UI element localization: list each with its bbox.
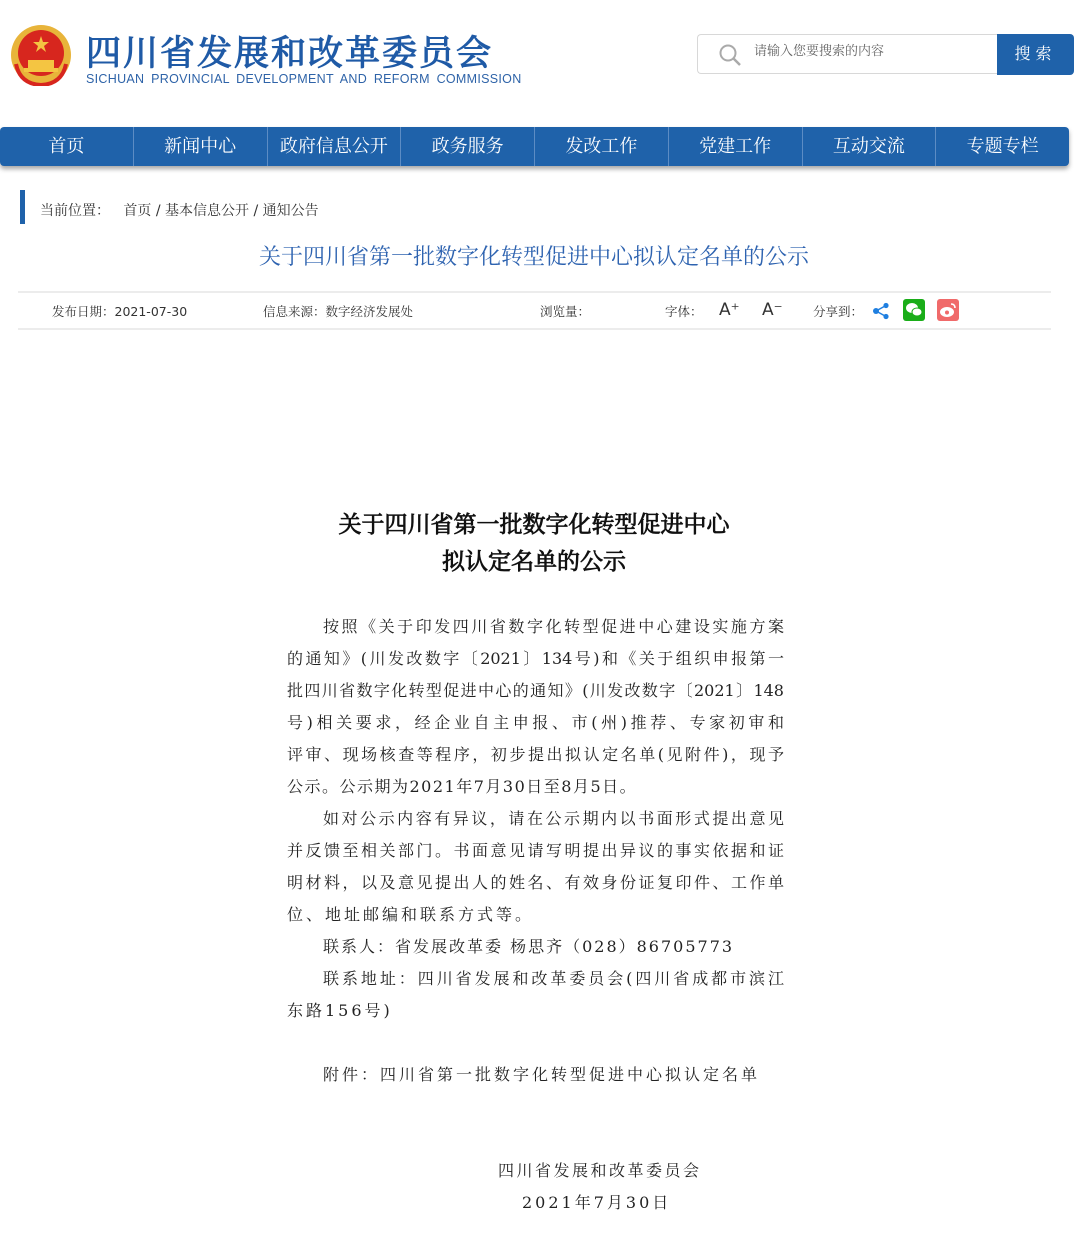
weibo-icon[interactable]: [937, 299, 959, 321]
main-nav: [0, 127, 1069, 166]
font-size-label: 字体：: [665, 304, 703, 319]
national-emblem-logo: [10, 24, 72, 86]
nav-work[interactable]: 发改工作: [535, 127, 669, 166]
breadcrumb: [40, 200, 319, 220]
breadcrumb-home[interactable]: 首页: [123, 203, 152, 219]
body-line: 明材料，以及意见提出人的姓名、有效身份证复印件、工作单: [287, 873, 784, 892]
contact-person: 联系人：省发展改革委 杨思齐（028）86705773: [323, 937, 735, 956]
font-increase-button[interactable]: A⁺: [719, 300, 740, 320]
document-title-line1: 关于四川省第一批数字化转型促进中心: [338, 511, 730, 538]
breadcrumb-label: 当前位置：: [40, 203, 110, 219]
breadcrumb-basic-info[interactable]: 基本信息公开: [164, 203, 249, 219]
page-title: 关于四川省第一批数字化转型促进中心拟认定名单的公示: [258, 245, 809, 270]
breadcrumb-sep: /: [155, 203, 161, 219]
body-line: 批四川省数字化转型促进中心的通知》(川发改数字〔2021〕148: [287, 681, 784, 700]
body-line: 位、地址邮编和联系方式等。: [287, 905, 535, 924]
nav-home[interactable]: 首页: [0, 127, 134, 166]
search-box: [697, 34, 997, 74]
contact-address: 联系地址：四川省发展和改革委员会(四川省成都市滨江: [323, 969, 784, 988]
breadcrumb-marker: [20, 190, 25, 224]
nav-interaction[interactable]: 互动交流: [803, 127, 937, 166]
document-title-line2: 拟认定名单的公示: [442, 548, 626, 575]
body-line: 号)相关要求，经企业自主申报、市(州)推荐、专家初审和: [287, 713, 784, 732]
body-line: 如对公示内容有异议，请在公示期内以书面形式提出意见: [323, 809, 784, 828]
search-button[interactable]: 搜索: [997, 34, 1074, 75]
divider: [18, 291, 1051, 293]
breadcrumb-sep: /: [253, 203, 259, 219]
sign-date: 2021年7月30日: [522, 1193, 672, 1212]
attachment-link[interactable]: 附件：四川省第一批数字化转型促进中心拟认定名单: [323, 1065, 761, 1084]
nav-gov-info[interactable]: 政府信息公开: [268, 127, 402, 166]
nav-special[interactable]: 专题专栏: [966, 136, 1039, 157]
breadcrumb-notices[interactable]: 通知公告: [262, 203, 319, 219]
wechat-icon[interactable]: [903, 299, 925, 321]
view-count: 浏览量：: [540, 304, 591, 319]
nav-party[interactable]: 党建工作: [669, 127, 803, 166]
divider: [18, 328, 1051, 330]
body-line: 并反馈至相关部门。书面意见请写明提出异议的事实依据和证: [287, 841, 784, 860]
signature: 四川省发展和改革委员会: [498, 1161, 702, 1180]
search-input[interactable]: [752, 43, 986, 60]
nav-news[interactable]: 新闻中心: [134, 127, 268, 166]
body-line: 评审、现场核查等程序，初步提出拟认定名单(见附件)，现予: [287, 745, 784, 764]
share-label: 分享到：: [813, 304, 864, 319]
publish-date: 发布日期：2021-07-30: [52, 304, 188, 319]
magnifier-icon: [718, 43, 742, 67]
nav-services[interactable]: 政务服务: [401, 127, 535, 166]
body-line: 的通知》(川发改数字〔2021〕134号)和《关于组织申报第一: [287, 649, 784, 668]
share-icon[interactable]: [872, 302, 890, 320]
body-line: 东路156号): [287, 1001, 393, 1020]
site-title: 四川省发展和改革委员会: [86, 34, 494, 74]
body-line: 按照《关于印发四川省数字化转型促进中心建设实施方案: [323, 617, 784, 636]
info-source: 信息来源：数字经济发展处: [263, 304, 414, 319]
font-decrease-button[interactable]: A⁻: [762, 300, 783, 320]
body-line: 公示。公示期为2021年7月30日至8月5日。: [287, 777, 638, 796]
site-subtitle: SICHUAN PROVINCIAL DEVELOPMENT AND REFORM COMMISSION: [86, 72, 522, 86]
